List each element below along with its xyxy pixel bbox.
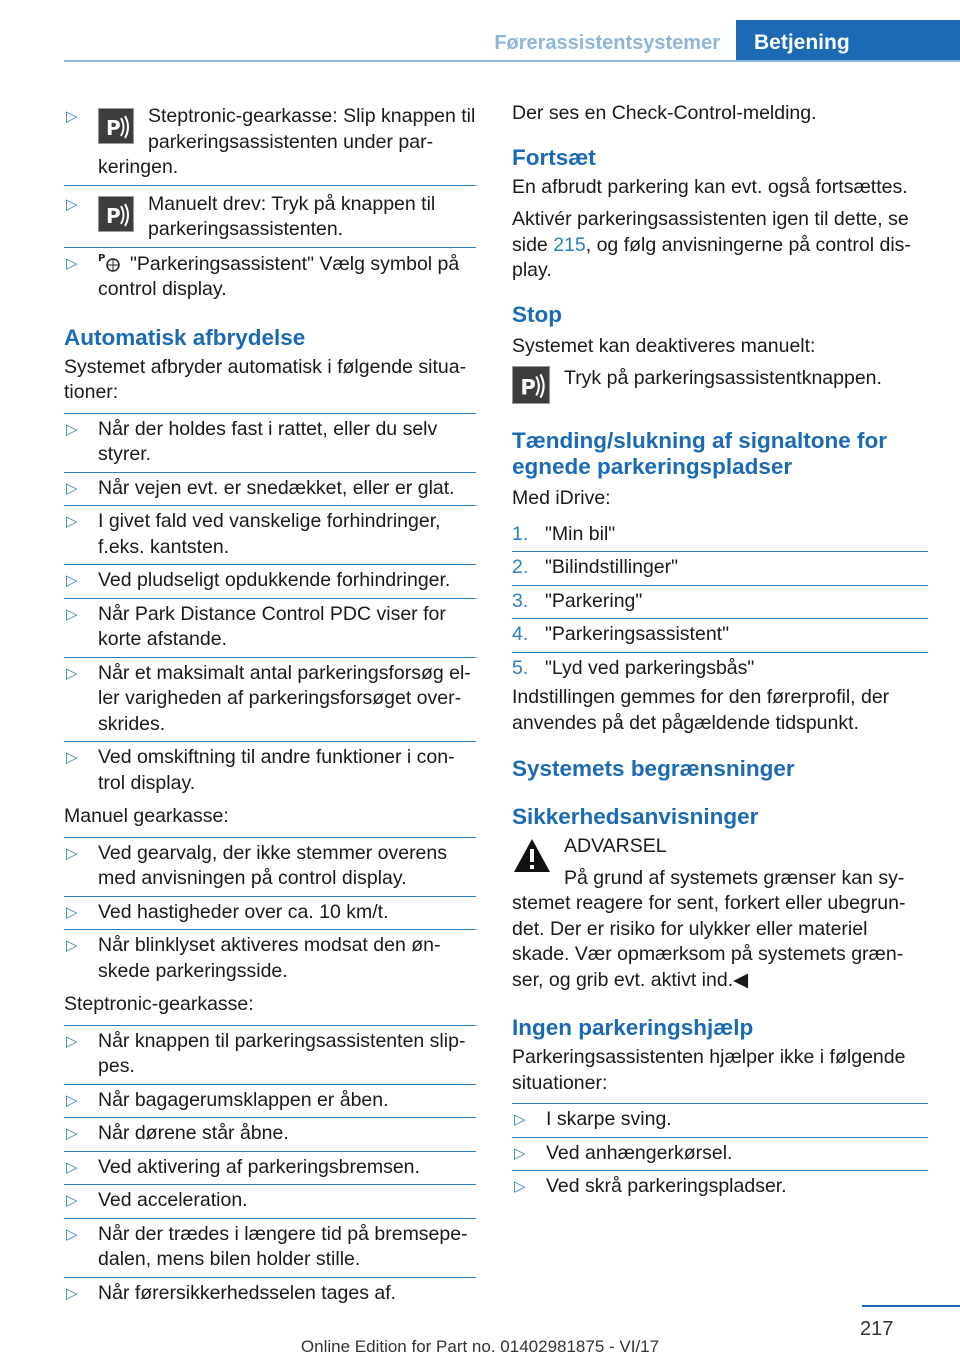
step-item: 1. "Min bil" xyxy=(512,522,616,545)
page-reference-link[interactable]: 215 xyxy=(553,233,586,256)
continue-text: En afbrudt parkering kan evt. også fortsættes. xyxy=(512,175,908,198)
list-item: ▷ Når der holdes fast i rattet, eller du selv styrer. xyxy=(64,413,476,472)
bullet-triangle-icon: ▷ xyxy=(66,1125,78,1142)
list-item xyxy=(64,185,476,247)
bullet-triangle-icon: ▷ xyxy=(66,1192,78,1209)
list-item: ▷ Når førersikkerhedsselen tages af. xyxy=(64,1277,476,1311)
bullet-triangle-icon: ▷ xyxy=(66,420,78,438)
manual-gearbox-label: Manuel gearkasse: xyxy=(64,805,229,827)
bullet-triangle-icon: ▷ xyxy=(66,254,78,272)
heading-no-parking-help: Ingen parkeringshjælp xyxy=(512,1015,754,1040)
right-column xyxy=(512,98,928,1204)
list-item: ▷ Ved hastigheder over ca. 10 km/t. xyxy=(64,896,476,930)
bullet-triangle-icon: ▷ xyxy=(66,1032,78,1050)
bullet-triangle-icon: ▷ xyxy=(66,605,78,623)
header-rule xyxy=(64,60,960,62)
svg-text:P: P xyxy=(98,252,106,264)
list-item-text: Steptronic-gearkasse: Slip knappen til parkeringsassistenten under par-keringen. xyxy=(98,105,476,178)
step-item: 4. "Parkeringsassistent" xyxy=(512,618,928,652)
bullet-triangle-icon: ▷ xyxy=(66,195,78,213)
idrive-label: Med iDrive: xyxy=(512,487,611,509)
list-item: ▷ Når dørene står åbne. xyxy=(64,1117,476,1151)
heading-automatic-stop: Automatisk afbrydelse xyxy=(64,324,306,350)
list-item-text: Manuelt drev: Tryk på knappen til parkeringsassistenten. xyxy=(148,192,436,240)
bullet-triangle-icon: ▷ xyxy=(66,664,78,682)
list-item: ▷ Når blinklyset aktiveres modsat den øn-skede parkeringsside. xyxy=(64,929,476,988)
svg-text:P: P xyxy=(106,116,121,140)
list-item: ▷ Ved pludseligt opdukkende forhindringer. xyxy=(64,564,476,598)
warning-block xyxy=(512,834,928,993)
park-assist-button-icon xyxy=(98,196,134,232)
tone-note: Indstillingen gemmes for den førerprofil, der anvendes på det pågældende tidspunkt. xyxy=(512,686,890,734)
heading-system-limits: Systemets begrænsninger xyxy=(512,756,795,781)
edition-footer: Online Edition for Part no. 01402981875 - VI/17 xyxy=(300,1337,660,1356)
bullet-triangle-icon: ▷ xyxy=(66,749,78,766)
park-assist-symbol-icon xyxy=(98,251,124,273)
list-item: ▷ I givet fald ved vanskelige forhindringer, f.eks. kantsten. xyxy=(64,505,476,564)
heading-signal-tone: Tænding/slukning af signaltone for egnede parkeringspladser xyxy=(512,428,887,479)
left-column xyxy=(64,98,476,1310)
warning-title: ADVARSEL xyxy=(564,835,667,857)
steptronic-label: Steptronic-gearkasse: xyxy=(64,993,254,1015)
list-item: ▷ Ved omskiftning til andre funktioner i con-trol display. xyxy=(64,741,476,800)
list-item: ▷ Ved aktivering af parkeringsbremsen. xyxy=(64,1151,476,1185)
bullet-triangle-icon: ▷ xyxy=(66,108,78,125)
list-item: ▷ Ved gearvalg, der ikke stemmer overens med anvisningen på control display. xyxy=(64,837,476,896)
header-chapter-tab: Betjening xyxy=(736,20,960,62)
step-item: 3. "Parkering" xyxy=(512,585,928,619)
header-section-title: Førerassistentsystemer xyxy=(494,32,720,54)
warning-text: På grund af systemets grænser kan sy-stemet reagere for sent, forkert eller ubegrun-det. Der er risiko for ulykker eller materiel skade. Vær opmærksom på systemets græn-ser, og grib evt. aktivt ind.◀ xyxy=(512,866,906,991)
svg-text:P: P xyxy=(520,374,536,400)
bullet-triangle-icon: ▷ xyxy=(66,1225,78,1243)
stop-instruction xyxy=(512,366,928,406)
bullet-triangle-icon: ▷ xyxy=(66,1091,78,1109)
list-item: ▷ Når Park Distance Control PDC viser for korte afstande. xyxy=(64,598,476,657)
bullet-triangle-icon: ▷ xyxy=(66,903,78,921)
heading-safety: Sikkerhedsanvisninger xyxy=(512,804,759,829)
intro-text: Systemet afbryder automatisk i følgende situa-tioner: xyxy=(64,355,467,403)
park-assist-button-icon xyxy=(98,108,134,144)
step-item: 2. "Bilindstillinger" xyxy=(512,551,928,585)
warning-triangle-icon xyxy=(512,836,552,876)
continue-instructions: Aktivér parkeringsassistenten igen til dette, se side 215, og følg anvisningerne på control dis-play. xyxy=(512,208,911,281)
bullet-triangle-icon: ▷ xyxy=(514,1178,526,1195)
list-item: ▷ Ved skrå parkeringspladser. xyxy=(512,1170,928,1204)
stop-instruction-text: Tryk på parkeringsassistentknappen. xyxy=(564,367,882,389)
list-item xyxy=(64,247,476,307)
footer-rule xyxy=(862,1305,960,1307)
list-item: ▷ Ved anhængerkørsel. xyxy=(512,1137,928,1171)
check-control-text: Der ses en Check-Control-melding. xyxy=(512,102,817,124)
heading-continue: Fortsæt xyxy=(512,144,596,170)
park-assist-button-icon xyxy=(512,366,550,404)
step-item: 5. "Lyd ved parkeringsbås" xyxy=(512,652,928,686)
bullet-triangle-icon: ▷ xyxy=(66,937,78,954)
list-item: ▷ Når vejen evt. er snedækket, eller er glat. xyxy=(64,472,476,506)
page-number: 217 xyxy=(860,1318,894,1340)
bullet-triangle-icon: ▷ xyxy=(514,1144,526,1162)
bullet-triangle-icon: ▷ xyxy=(66,513,78,530)
list-item-text: "Parkeringsassistent" Vælg symbol på control display. xyxy=(98,252,460,300)
list-item: ▷ Når bagagerumsklappen er åben. xyxy=(64,1084,476,1118)
bullet-triangle-icon: ▷ xyxy=(66,844,78,862)
no-help-intro: Parkeringsassistenten hjælper ikke i følgende situationer: xyxy=(512,1046,906,1094)
list-item: ▷ Når knappen til parkeringsassistenten slip-pes. xyxy=(64,1025,476,1084)
bullet-triangle-icon: ▷ xyxy=(66,1158,78,1176)
list-item: ▷ Når et maksimalt antal parkeringsforsøg el-ler varigheden af parkeringsforsøget over-skrides. xyxy=(64,657,476,742)
bullet-triangle-icon: ▷ xyxy=(66,1284,78,1302)
stop-text: Systemet kan deaktiveres manuelt: xyxy=(512,334,816,357)
heading-stop: Stop xyxy=(512,301,562,327)
list-item: ▷ Når der trædes i længere tid på bremsepe-dalen, mens bilen holder stille. xyxy=(64,1218,476,1277)
bullet-triangle-icon: ▷ xyxy=(66,479,78,497)
svg-text:P: P xyxy=(106,203,121,228)
list-item xyxy=(64,98,476,185)
bullet-triangle-icon: ▷ xyxy=(66,572,78,589)
list-item: ▷ Ved acceleration. xyxy=(64,1184,476,1218)
bullet-triangle-icon: ▷ xyxy=(514,1111,526,1128)
list-item: ▷ I skarpe sving. xyxy=(512,1103,928,1137)
